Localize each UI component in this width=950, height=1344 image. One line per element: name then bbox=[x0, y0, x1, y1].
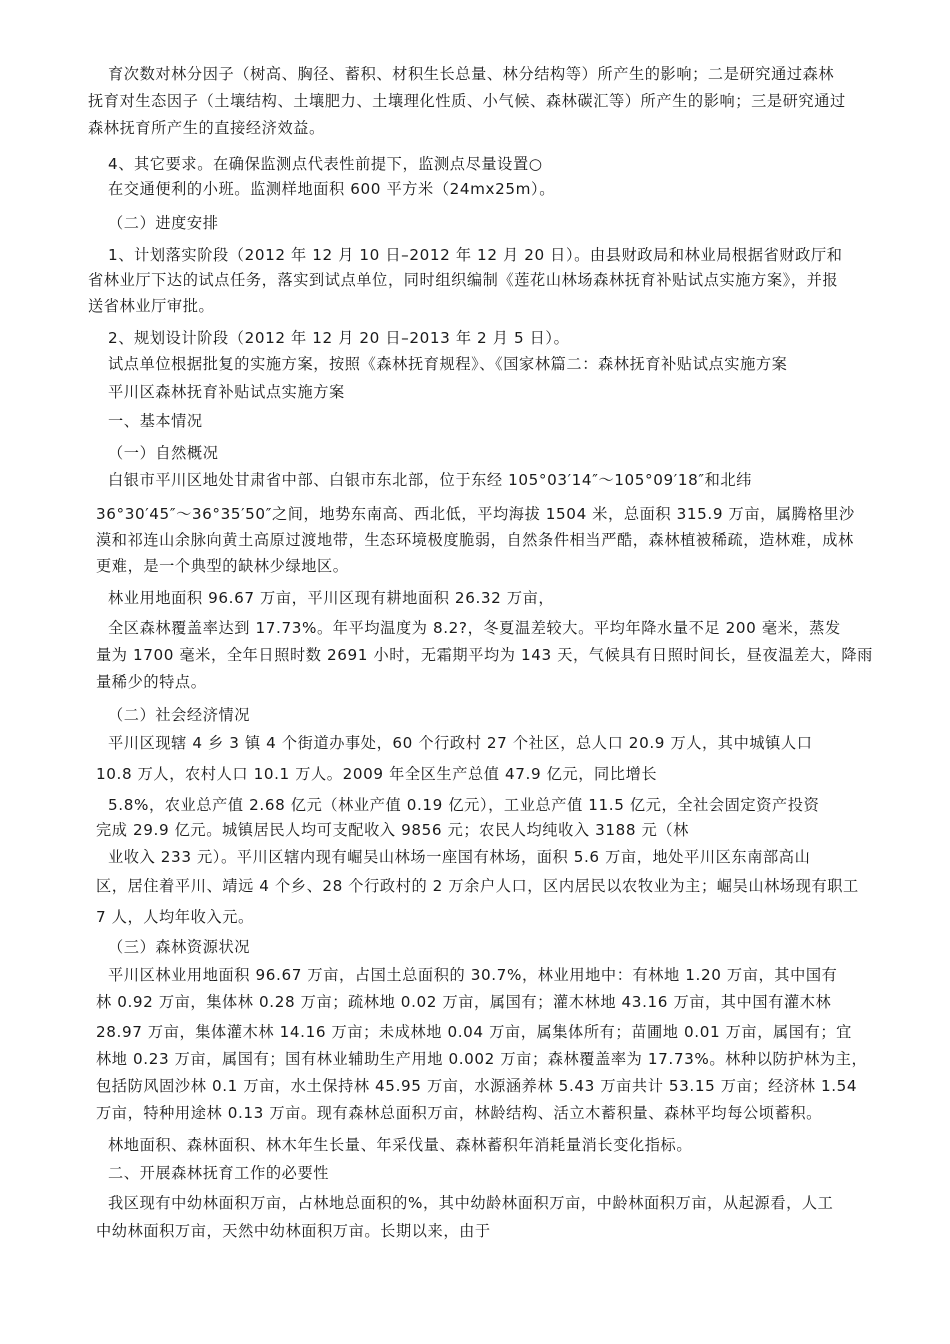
text-line: 包括防风固沙林 0.1 万亩，水土保持林 45.95 万亩，水源涵养林 5.43 万亩共计 53.15 万亩；经济林 1.54 bbox=[96, 1077, 858, 1095]
text-line: 白银市平川区地处甘肃省中部、白银市东北部，位于东经 105°03′14″～105°09′18″和北纬 bbox=[108, 471, 752, 489]
text-line: 林地面积、森林面积、林木年生长量、年采伐量、森林蓄积年消耗量消长变化指标。 bbox=[108, 1136, 693, 1154]
text-line: 送省林业厅审批。 bbox=[88, 297, 215, 315]
text-line: 全区森林覆盖率达到 17.73%。年平均温度为 8.2?，冬夏温差较大。平均年降水量不足 200 毫米，蒸发 bbox=[108, 619, 841, 637]
text-line: 试点单位根据批复的实施方案，按照《森林抚育规程》、《国家林篇二：森林抚育补贴试点实施方案 bbox=[108, 355, 788, 373]
text-line: 36°30′45″～36°35′50″之间，地势东南高、西北低，平均海拔 1504 米，总面积 315.9 万亩，属腾格里沙 bbox=[96, 505, 855, 523]
text-line: 7 人，人均年收入元。 bbox=[96, 908, 254, 926]
document-title: 平川区森林抚育补贴试点实施方案 bbox=[108, 383, 345, 401]
text-line: 育次数对林分因子（树高、胸径、蓄积、材积生长总量、林分结构等）所产生的影响；二是研究通过森林 bbox=[108, 65, 835, 83]
text-line: 万亩，特种用途林 0.13 万亩。现有森林总面积万亩，林龄结构、活立木蓄积量、森林平均每公顷蓄积。 bbox=[96, 1104, 822, 1122]
text-line: 平川区林业用地面积 96.67 万亩，占国土总面积的 30.7%，林业用地中：有林地 1.20 万亩，其中国有 bbox=[108, 966, 838, 984]
text-line: 省林业厅下达的试点任务，落实到试点单位，同时组织编制《莲花山林场森林抚育补贴试点实施方案》，并报 bbox=[88, 271, 839, 289]
section-heading: （三）森林资源状况 bbox=[108, 938, 251, 956]
text-line: 量稀少的特点。 bbox=[96, 673, 207, 691]
text-line: 10.8 万人，农村人口 10.1 万人。2009 年全区生产总值 47.9 亿元，同比增长 bbox=[96, 765, 658, 783]
text-line: 林业用地面积 96.67 万亩，平川区现有耕地面积 26.32 万亩， bbox=[108, 589, 555, 607]
text-line: 1、计划落实阶段（2012 年 12 月 10 日–2012 年 12 月 20 日）。由县财政局和林业局根据省财政厅和 bbox=[108, 246, 843, 264]
text-line: 森林抚育所产生的直接经济效益。 bbox=[88, 119, 325, 137]
text-line: 平川区现辖 4 乡 3 镇 4 个街道办事处，60 个行政村 27 个社区，总人口 20.9 万人，其中城镇人口 bbox=[108, 734, 813, 752]
text-line: 在交通便利的小班。监测样地面积 600 平方米（24mx25m）。 bbox=[108, 180, 556, 198]
text-line: 完成 29.9 亿元。城镇居民人均可支配收入 9856 元；农民人均纯收入 3188 元（林 bbox=[96, 821, 689, 839]
text-line: 5.8%，农业总产值 2.68 亿元（林业产值 0.19 亿元），工业总产值 11.5 亿元，全社会固定资产投资 bbox=[108, 796, 820, 814]
text-line: 林地 0.23 万亩，属国有；国有林业辅助生产用地 0.002 万亩；森林覆盖率为 17.73%。林种以防护林为主， bbox=[96, 1050, 868, 1068]
text-line: 更难，是一个典型的缺林少绿地区。 bbox=[96, 557, 349, 575]
text-line: 中幼林面积万亩，天然中幼林面积万亩。长期以来，由于 bbox=[96, 1222, 491, 1240]
text-line: 业收入 233 元）。平川区辖内现有崛吴山林场一座国有林场，面积 5.6 万亩，地处平川区东南部高山 bbox=[108, 848, 811, 866]
text-line: 量为 1700 毫米，全年日照时数 2691 小时，无霜期平均为 143 天，气候具有日照时间长，昼夜温差大，降雨 bbox=[96, 646, 873, 664]
text-line: 漠和祁连山余脉向黄土高原过渡地带，生态环境极度脆弱，自然条件相当严酷，森林植被稀疏，造林难，成林 bbox=[96, 531, 854, 549]
text-line: 抚育对生态因子（土壤结构、土壤肥力、土壤理化性质、小气候、森林碳汇等）所产生的影响；三是研究通过 bbox=[88, 92, 846, 110]
section-heading: 二、开展森林抚育工作的必要性 bbox=[108, 1164, 330, 1182]
text-line: 区，居住着平川、靖远 4 个乡、28 个行政村的 2 万余户人口，区内居民以农牧业为主；崛吴山林场现有职工 bbox=[96, 877, 859, 895]
section-heading: 一、基本情况 bbox=[108, 412, 203, 430]
section-heading: （二）社会经济情况 bbox=[108, 706, 251, 724]
text-line: 28.97 万亩，集体灌木林 14.16 万亩；未成林地 0.04 万亩，属集体所有；苗圃地 0.01 万亩，属国有；宜 bbox=[96, 1023, 852, 1041]
text-line: 我区现有中幼林面积万亩，占林地总面积的%，其中幼龄林面积万亩，中龄林面积万亩，从起源看，人工 bbox=[108, 1194, 834, 1212]
text-line: 2、规划设计阶段（2012 年 12 月 20 日–2013 年 2 月 5 日）。 bbox=[108, 329, 570, 347]
text-line: 4、其它要求。在确保监测点代表性前提下，监测点尽量设置○ bbox=[108, 155, 543, 173]
text-line: 林 0.92 万亩，集体林 0.28 万亩；疏林地 0.02 万亩，属国有；灌木林地 43.16 万亩，其中国有灌木林 bbox=[96, 993, 832, 1011]
section-heading: （二）进度安排 bbox=[108, 214, 219, 232]
section-heading: （一）自然概况 bbox=[108, 444, 219, 462]
